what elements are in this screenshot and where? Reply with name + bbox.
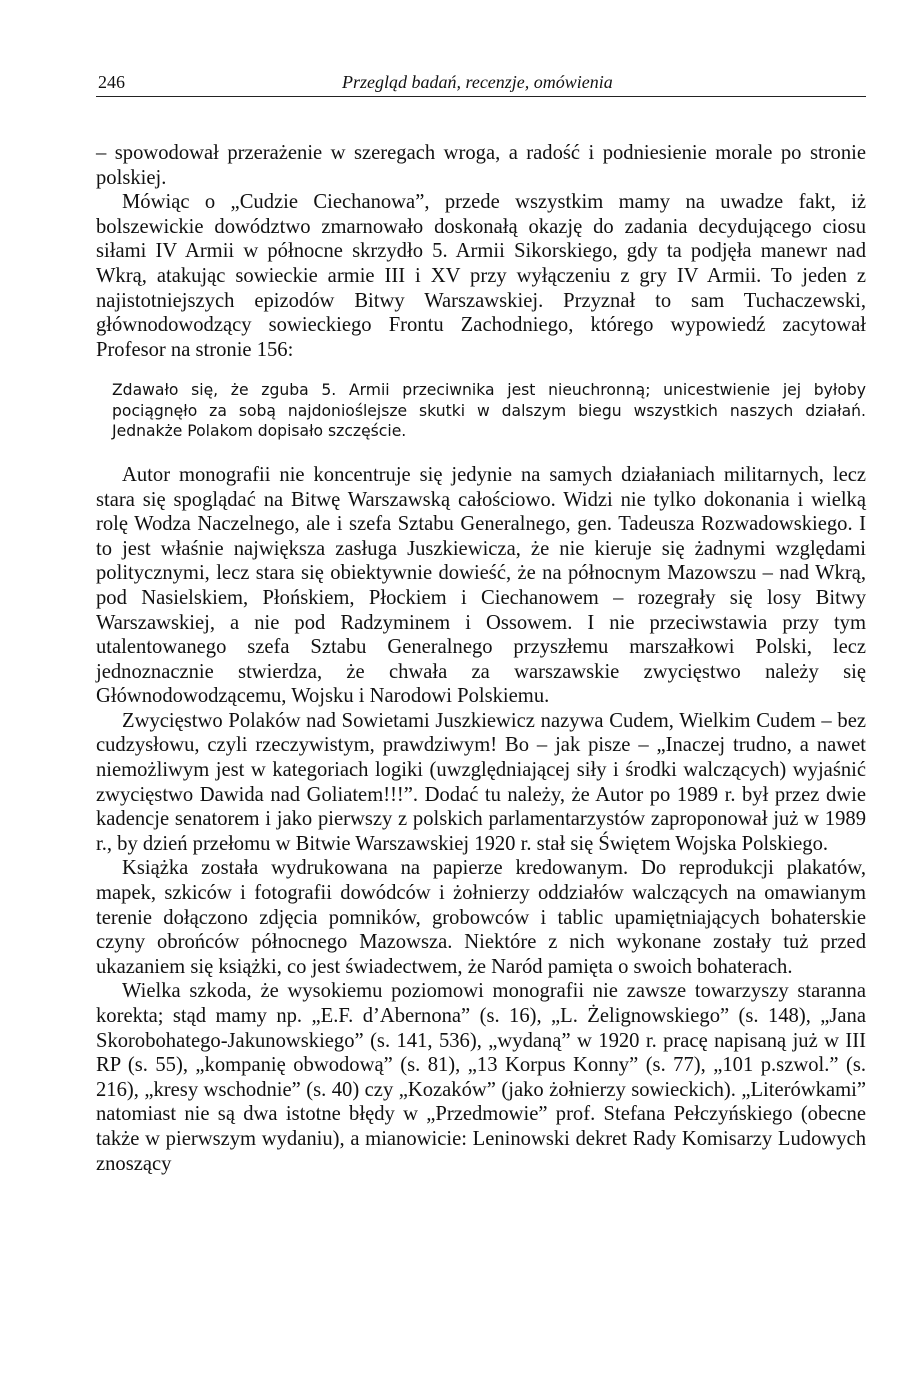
body-text bbox=[96, 141, 866, 1176]
running-head bbox=[96, 70, 866, 97]
paragraph-3: Autor monografii nie koncentruje się jedynie na samych działaniach militarnych, lecz stara się spoglądać na Bitwę Warszawską całościowo. Widzi nie tylko dokonania i wielką rolę Wodza Naczelnego, ale i szefa Sztabu Generalnego, gen. Tadeusza Rozwadowskiego. I to jest właśnie największa zasługa Juszkiewicza, że nie kieruje się żadnymi względami politycznymi, lecz stara się obiektywnie dowieść, że na północnym Mazowszu – nad Wkrą, pod Nasielskiem, Płońskiem, Płockiem i Ciechanowem – rozegrały się losy Bitwy Warszawskiej, a nie pod Radzyminem i Ossowem. I nie przeciwstawia przy tym utalentowanego szefa Sztabu Generalnego przyszłemu marszałkowi Polski, lecz jednoznacznie stwierdza, że chwała za warszawskie zwycięstwo należy się Głównodowodzącemu, Wojsku i Narodowi Polskiemu. bbox=[96, 463, 866, 708]
paragraph-2: Mówiąc o „Cudzie Ciechanowa”, przede wszystkim mamy na uwadze fakt, iż bolszewickie dowództwo zmarnowało doskonałą okazję do zadania decydującego ciosu siłami IV Armii w północne skrzydło 5. Armii Sikorskiego, gdy ta podjęła manewr nad Wkrą, atakując sowieckie armie III i XV przy wyłączeniu z gry IV Armii. To jeden z najistotniejszych epizodów Bitwy Warszawskiej. Przyznał to sam Tuchaczewski, głównodowodzący sowieckiego Frontu Zachodniego, którego wypowiedź zacytował Profesor na stronie 156: bbox=[96, 191, 866, 361]
paragraph-5: Książka została wydrukowana na papierze kredowanym. Do reprodukcji plakatów, mapek, szkiców i fotografii dowódców i żołnierzy oddziałów walczących na omawianym terenie dołączono zdjęcia pomników, grobowców i tablic upamiętniających bohaterskie czyny obrońców północnego Mazowsza. Niektóre z nich wykonane zostały tuż przed ukazaniem się książki, co jest świadectwem, że Naród pamięta o swoich bohaterach. bbox=[96, 857, 866, 978]
paragraph-1: – spowodował przerażenie w szeregach wroga, a radość i podniesienie morale po stronie polskiej. bbox=[96, 142, 866, 189]
paragraph-6: Wielka szkoda, że wysokiemu poziomowi monografii nie zawsze towarzyszy staranna korekta; stąd mamy np. „E.F. d’Abernona” (s. 16), „L. Żelignowskiego” (s. 148), „Jana Skorobohatego-Jakunowskiego” (s. 141, 536), „wydaną” w 1920 r. pracę napisaną już w III RP (s. 55), „kompanię obwodową” (s. 81), „13 Korpus Konny” (s. 77), „101 p.szwol.” (s. 216), „kresy wschodnie” (s. 40) czy „Kozaków” (jako żołnierzy sowieckich). „Literówkami” natomiast nie są dwa istotne błędy w „Przedmowie” prof. Stefana Pełczyńskiego (obecne także w pierwszym wydaniu), a mianowicie: Leninowski dekret Rady Komisarzy Ludowych znoszący bbox=[96, 980, 866, 1175]
page-number: 246 bbox=[98, 72, 125, 92]
block-quote: Zdawało się, że zguba 5. Armii przeciwnika jest nieuchronną; unicestwienie jej byłoby pociągnęło za sobą najdonioślejsze skutki w dalszym biegu wszystkich naszych działań. Jednakże Polakom dopisało szczęście. bbox=[112, 381, 866, 440]
paragraph-4: Zwycięstwo Polaków nad Sowietami Juszkiewicz nazywa Cudem, Wielkim Cudem – bez cudzysłowu, czyli rzeczywistym, prawdziwym! Bo – jak pisze – „Inaczej trudno, a nawet niemożliwym jest w kategoriach logiki (uwzględniającej siły i środki walczących) wyjaśnić zwycięstwo Dawida nad Goliatem!!!”. Dodać tu należy, że Autor po 1989 r. był przez dwie kadencje senatorem i jako pierwszy z polskich parlamentarzystów zaproponował już w 1989 r., by dzień przełomu w Bitwie Warszawskiej 1920 r. stał się Świętem Wojska Polskiego. bbox=[96, 709, 866, 855]
running-title: Przegląd badań, recenzje, omówienia bbox=[342, 72, 613, 92]
page bbox=[96, 70, 866, 1176]
